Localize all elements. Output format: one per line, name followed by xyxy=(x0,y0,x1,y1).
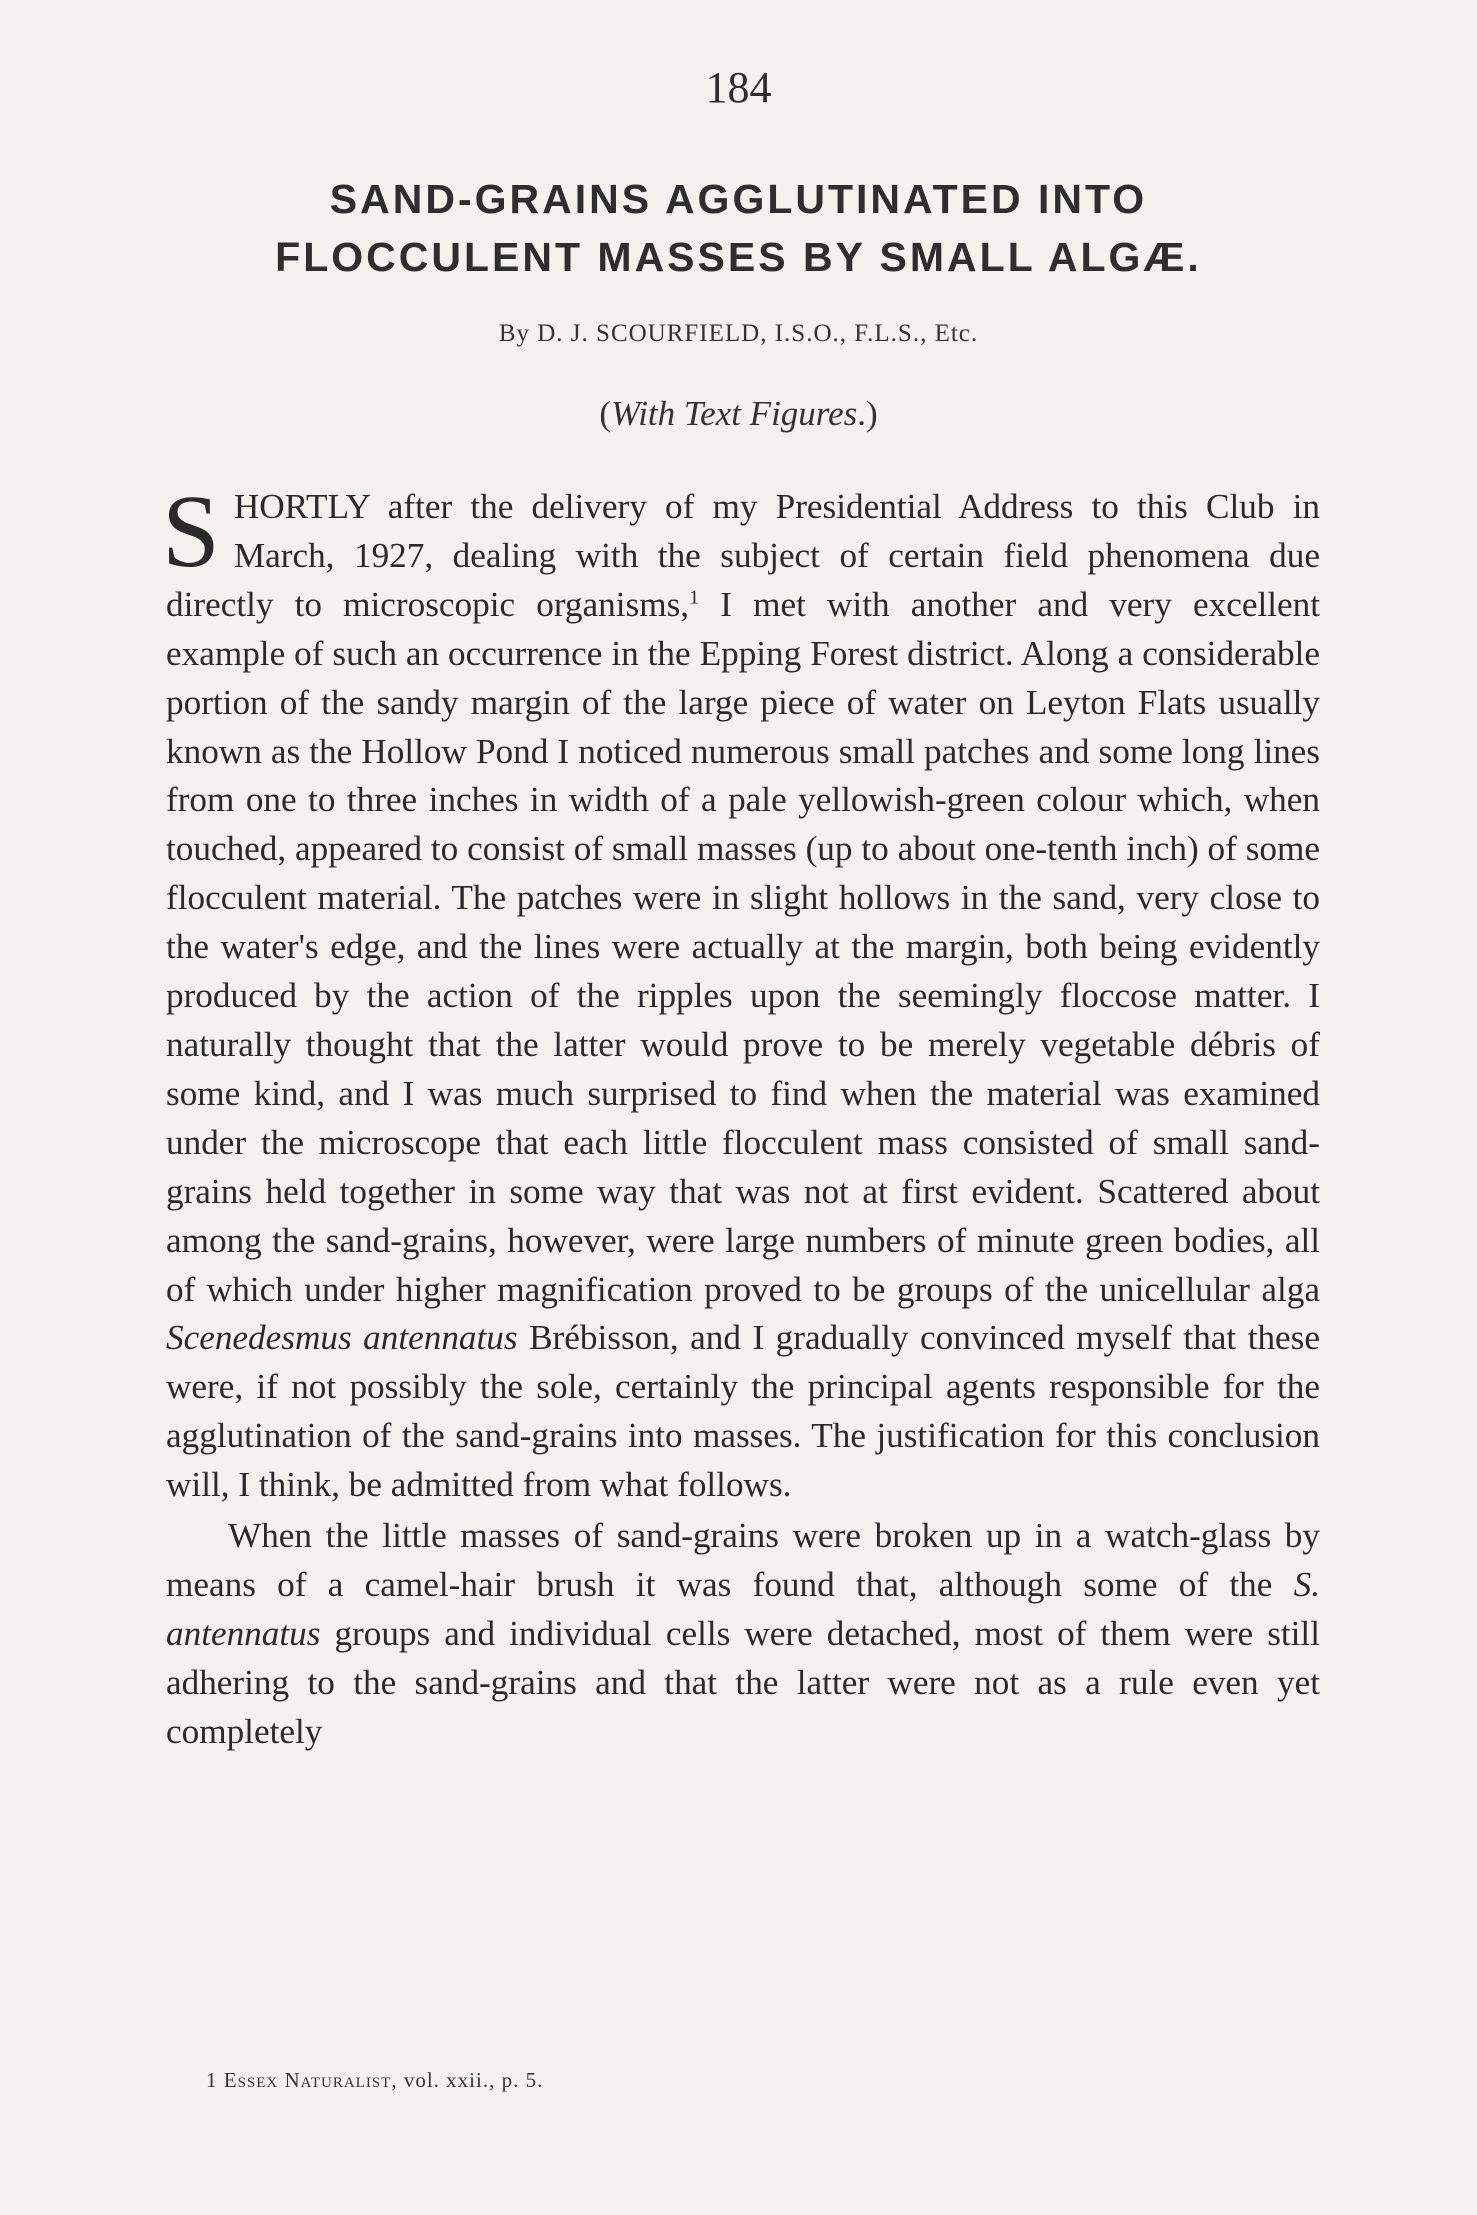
paragraph-1-text-a: HORTLY after the delivery of my Presidential Address to this Club in March, 1927, dealing with the subject of certain field phenomena due directly to microscopic organisms, xyxy=(166,487,1320,624)
species-name: Scenedesmus antennatus xyxy=(166,1318,518,1358)
subtitle-close-paren: .) xyxy=(857,394,878,433)
page-number: 184 xyxy=(705,63,772,112)
footnote-number: 1 xyxy=(206,2068,218,2092)
subtitle-italic: With Text Figures xyxy=(610,394,858,433)
article-title xyxy=(150,170,1327,286)
paragraph-1-text-b: I met with another and very excellent example of such an occurrence in the Epping Forest district. Along a considerable portion of the sandy margin of the large piece of water on Leyton Flats usually known as the Hollow Pond I noticed numerous small patches and some long lines from one to three inches in width of a pale yellowish-green colour which, when touched, appeared to consist of small masses (up to about one-tenth inch) of some flocculent material. The patches were in slight hollows in the sand, very close to the water's edge, and the lines were actually at the margin, both being evidently produced by the action of the ripples upon the seemingly floccose matter. I naturally thought that the latter would prove to be merely vegetable débris of some kind, and I was much surprised to find when the material was examined under the microscope that each little flocculent mass consisted of small sand-grains held together in some way that was not at first evident. Scattered about among the sand-grains, however, were large numbers of minute green bodies, all of which under higher magnification proved to be groups of the unicellular alga xyxy=(166,584,1320,1309)
paragraph-1-text-c: Brébisson, and I gradually convinced myself that these were, if not possibly the sole, certainly the principal agents responsible for the agglutination of the sand-grains into masses. The justification for this conclusion will, I think, be admitted from what follows. xyxy=(166,1318,1320,1505)
article-body xyxy=(162,474,1320,1757)
footnote-journal: Essex Naturalist xyxy=(223,2068,392,2092)
species-name-short: S. antennatus xyxy=(166,1564,1320,1653)
paragraph-2-text-a: When the little masses of sand-grains were broken up in a watch-glass by means of a camel-hair brush it was found that, although some of the xyxy=(166,1516,1320,1604)
subtitle xyxy=(0,394,1477,434)
footnote-ref: , vol. xxii., p. 5. xyxy=(391,2068,544,2092)
drop-cap: S xyxy=(162,474,220,589)
footnote-reference[interactable]: 1 xyxy=(689,586,700,609)
paragraph-2-text-b: groups and individual cells were detached, most of them were still adhering to the sand-grains and that the latter were not as a rule even yet completely xyxy=(166,1613,1320,1751)
title-line-2: FLOCCULENT MASSES BY SMALL ALGÆ. xyxy=(275,234,1202,280)
author-byline: By D. J. SCOURFIELD, I.S.O., F.L.S., Etc. xyxy=(498,320,979,347)
footnote xyxy=(206,2068,1206,2093)
paragraph-2 xyxy=(166,1512,1320,1757)
title-line-1: SAND-GRAINS AGGLUTINATED INTO xyxy=(329,176,1148,222)
paragraph-1 xyxy=(162,474,1320,1510)
subtitle-open-paren: ( xyxy=(599,394,611,433)
